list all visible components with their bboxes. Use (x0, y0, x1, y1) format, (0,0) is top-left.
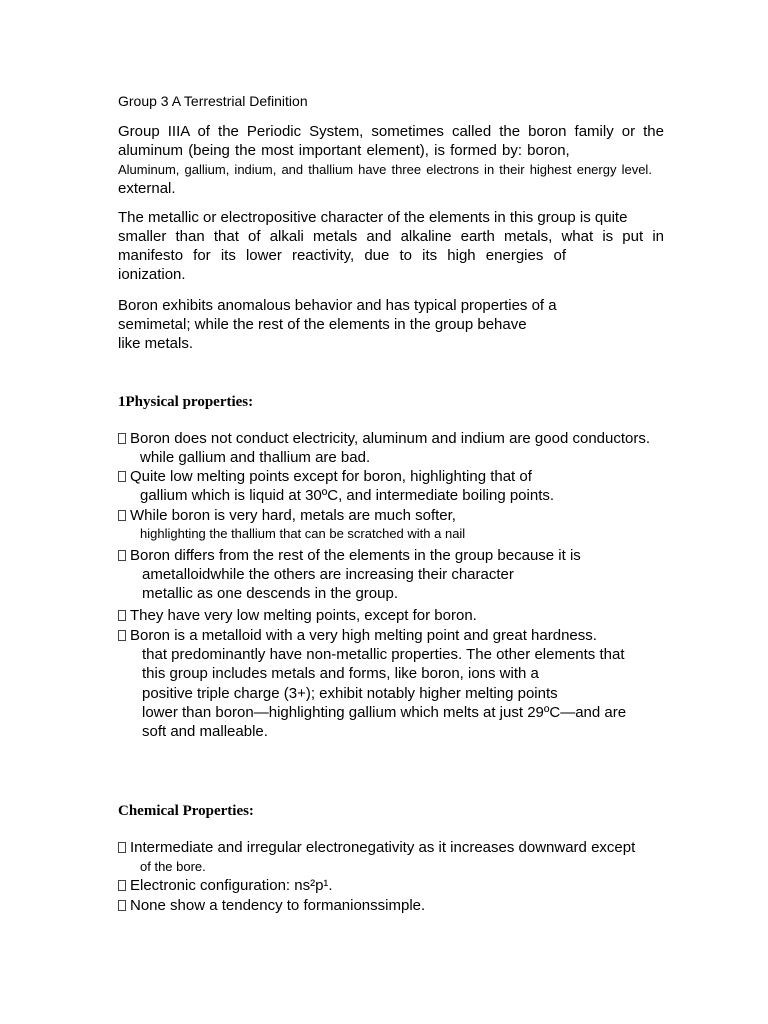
bullet-continuation: highlighting the thallium that can be scratched with a nail (140, 526, 466, 541)
chemical-bullet-1 (118, 838, 635, 857)
bullet-continuation: this group includes metals and forms, like boron, ions with a (142, 665, 539, 682)
physical-bullet-3 (118, 506, 456, 525)
bullet-text: While boron is very hard, metals are much softer, (130, 507, 456, 524)
bullet-continuation: while gallium and thallium are bad. (140, 449, 371, 466)
physical-bullet-4 (118, 546, 581, 565)
bullet-continuation: positive triple charge (3+); exhibit notably higher melting points (142, 685, 558, 702)
physical-bullet-5 (118, 606, 477, 625)
text-line: manifesto for its lower reactivity, due to its high energies of (118, 247, 566, 264)
bullet-text: Electronic configuration: ns²p¹. (130, 877, 333, 894)
bullet-icon (118, 900, 126, 911)
bullet-icon (118, 610, 126, 621)
physical-bullet-6 (118, 626, 597, 645)
intro-paragraph-2 (118, 208, 664, 284)
chemical-bullet-3 (118, 896, 425, 915)
bullet-continuation: metallic as one descends in the group. (142, 585, 398, 602)
chemical-bullet-2 (118, 876, 333, 895)
bullet-text: Boron does not conduct electricity, aluminum and indium are good conductors. (130, 430, 651, 447)
text-line: Group IIIA of the Periodic System, sometimes called the boron family or the (118, 123, 664, 140)
text-line: Boron exhibits anomalous behavior and has typical properties of a (118, 297, 557, 314)
bullet-continuation: soft and malleable. (142, 723, 268, 740)
bullet-text: Intermediate and irregular electronegativity as it increases downward except (130, 839, 636, 856)
bullet-icon (118, 510, 126, 521)
bullet-icon (118, 433, 126, 444)
bullet-text: They have very low melting points, except for boron. (130, 607, 477, 624)
physical-bullet-1 (118, 429, 650, 448)
physical-bullet-2 (118, 467, 532, 486)
bullet-text: Boron is a metalloid with a very high melting point and great hardness. (130, 627, 597, 644)
bullet-icon (118, 880, 126, 891)
bullet-text: None show a tendency to formanionssimple. (130, 897, 426, 914)
text-line: The metallic or electropositive character of the elements in this group is quite (118, 209, 628, 226)
text-line: external. (118, 180, 176, 197)
physical-properties-heading: 1Physical properties: (118, 394, 254, 410)
text-line: Aluminum, gallium, indium, and thallium have three electrons in their highest energy level. (118, 162, 652, 177)
bullet-icon (118, 842, 126, 853)
document-title: Group 3 A Terrestrial Definition (118, 93, 308, 109)
bullet-continuation: gallium which is liquid at 30ºC, and intermediate boiling points. (140, 487, 555, 504)
bullet-icon (118, 630, 126, 641)
bullet-continuation: of the bore. (140, 859, 206, 874)
bullet-continuation: that predominantly have non-metallic properties. The other elements that (142, 646, 625, 663)
text-line: semimetal; while the rest of the elements in the group behave (118, 316, 527, 333)
intro-paragraph-3 (118, 296, 664, 353)
bullet-continuation: lower than boron—highlighting gallium which melts at just 29ºC—and are (142, 704, 627, 721)
bullet-continuation: ametalloidwhile the others are increasing their character (142, 566, 514, 583)
bullet-text: Boron differs from the rest of the elements in the group because it is (130, 547, 581, 564)
text-line: aluminum (being the most important element), is formed by: boron, (118, 142, 570, 159)
bullet-icon (118, 550, 126, 561)
text-line: smaller than that of alkali metals and alkaline earth metals, what is put in (118, 228, 664, 245)
text-line: like metals. (118, 335, 194, 352)
intro-paragraph-1 (118, 122, 664, 198)
bullet-icon (118, 471, 126, 482)
text-line: ionization. (118, 266, 186, 283)
bullet-text: Quite low melting points except for boron, highlighting that of (130, 468, 532, 485)
chemical-properties-heading: Chemical Properties: (118, 803, 254, 819)
